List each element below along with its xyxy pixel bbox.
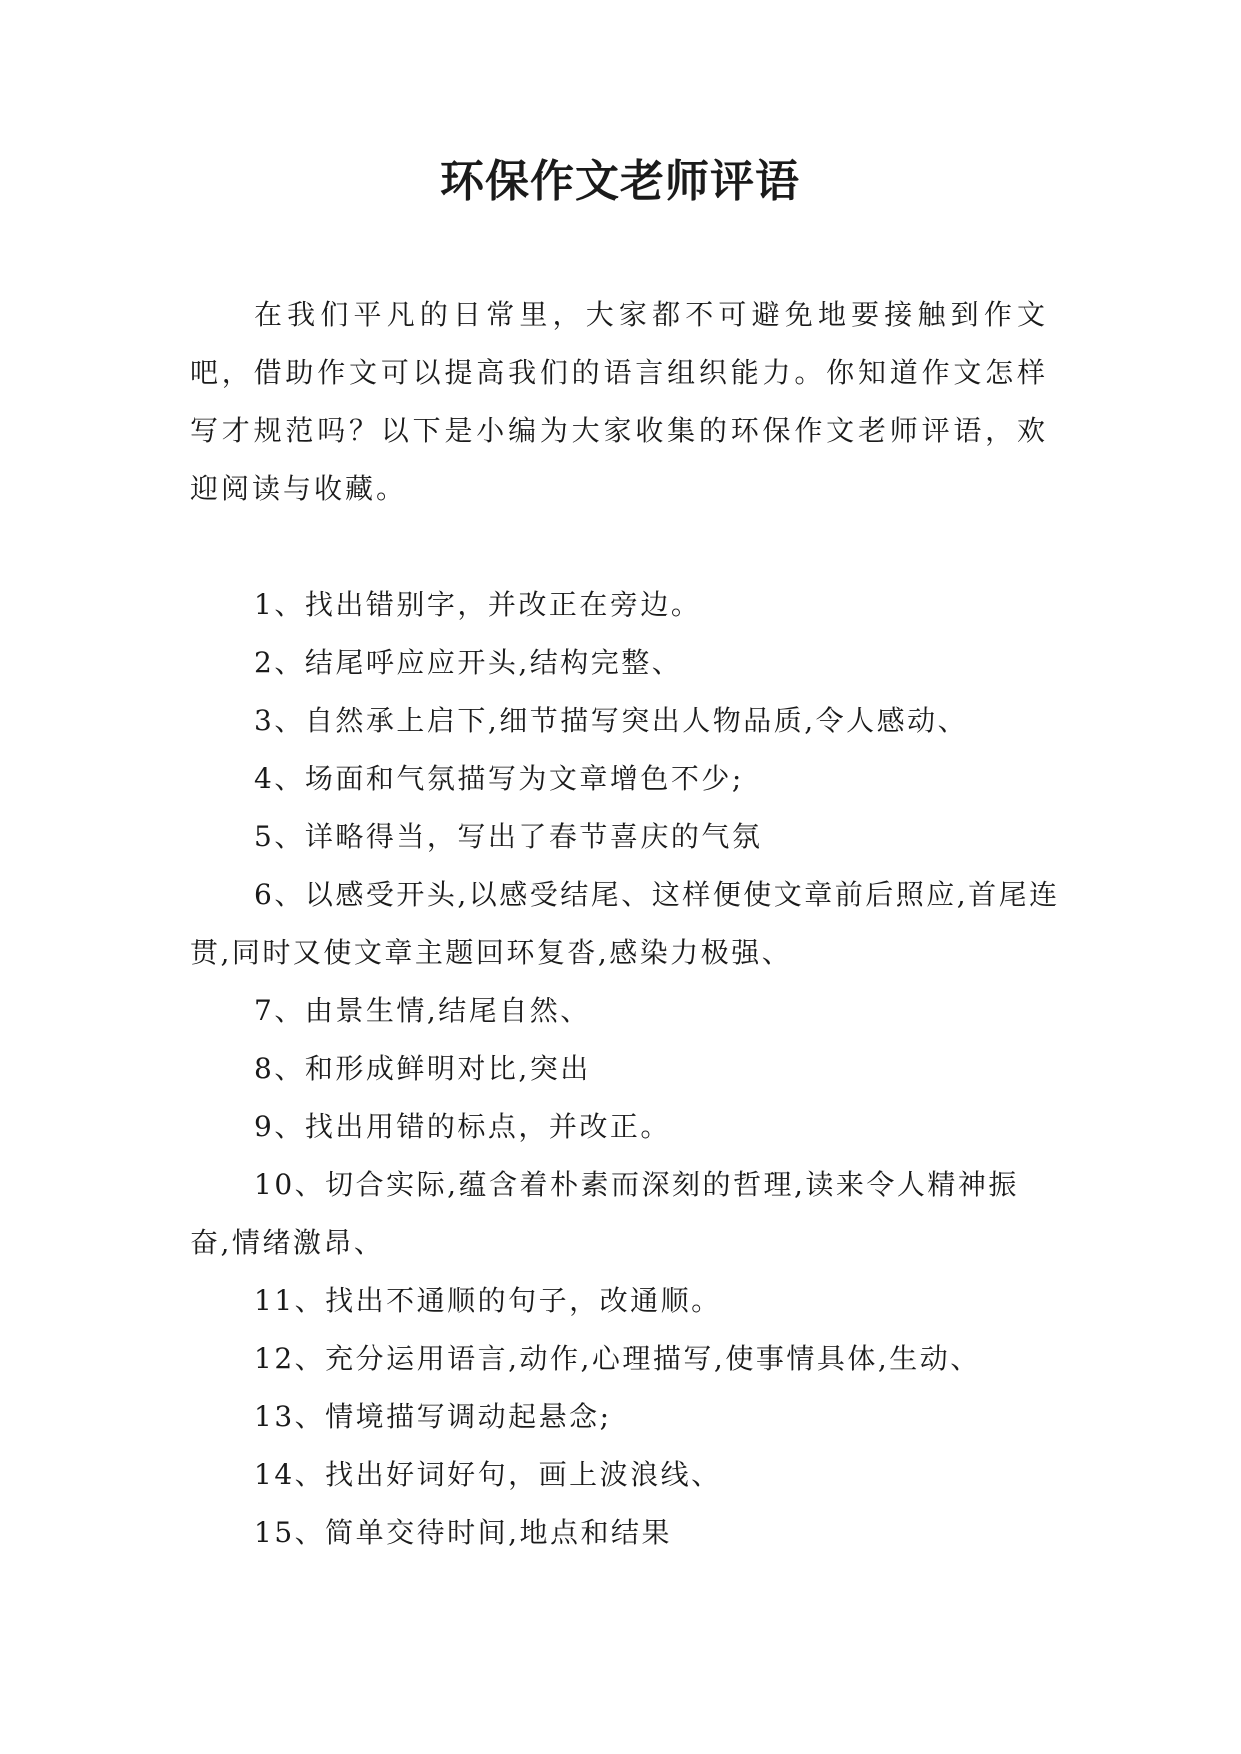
list-item: 1、找出错别字，并改正在旁边。 — [254, 588, 702, 621]
document-title: 环保作文老师评语 — [440, 156, 800, 207]
list-item: 3、自然承上启下,细节描写突出人物品质,令人感动、 — [254, 704, 969, 737]
intro-paragraph: 在我们平凡的日常里，大家都不可避免地要接触到作文吧，借助作文可以提高我们的语言组织能力。你知道作文怎样写才规范吗？以下是小编为大家收集的环保作文老师评语，欢迎阅读与收藏。 — [190, 298, 1048, 505]
comment-list — [190, 576, 1060, 1562]
list-item: 8、和形成鲜明对比,突出 — [254, 1052, 591, 1085]
list-item: 6、以感受开头,以感受结尾、这样便使文章前后照应,首尾连贯,同时又使文章主题回环复沓,感染力极强、 — [190, 878, 1060, 969]
list-item: 12、充分运用语言,动作,心理描写,使事情具体,生动、 — [254, 1342, 981, 1375]
list-item: 14、找出好词好句，画上波浪线、 — [254, 1458, 722, 1491]
list-item: 11、找出不通顺的句子，改通顺。 — [254, 1284, 722, 1317]
list-item: 2、结尾呼应应开头,结构完整、 — [254, 646, 683, 679]
list-item: 10、切合实际,蕴含着朴素而深刻的哲理,读来令人精神振奋,情绪激昂、 — [190, 1168, 1019, 1259]
list-item: 5、详略得当，写出了春节喜庆的气氛 — [254, 820, 763, 853]
document-page — [190, 0, 1060, 1754]
list-item: 15、简单交待时间,地点和结果 — [254, 1516, 673, 1549]
list-item: 9、找出用错的标点，并改正。 — [254, 1110, 671, 1143]
list-item: 7、由景生情,结尾自然、 — [254, 994, 591, 1027]
list-item: 4、场面和气氛描写为文章增色不少; — [254, 762, 744, 795]
list-item: 13、情境描写调动起悬念; — [254, 1400, 612, 1433]
